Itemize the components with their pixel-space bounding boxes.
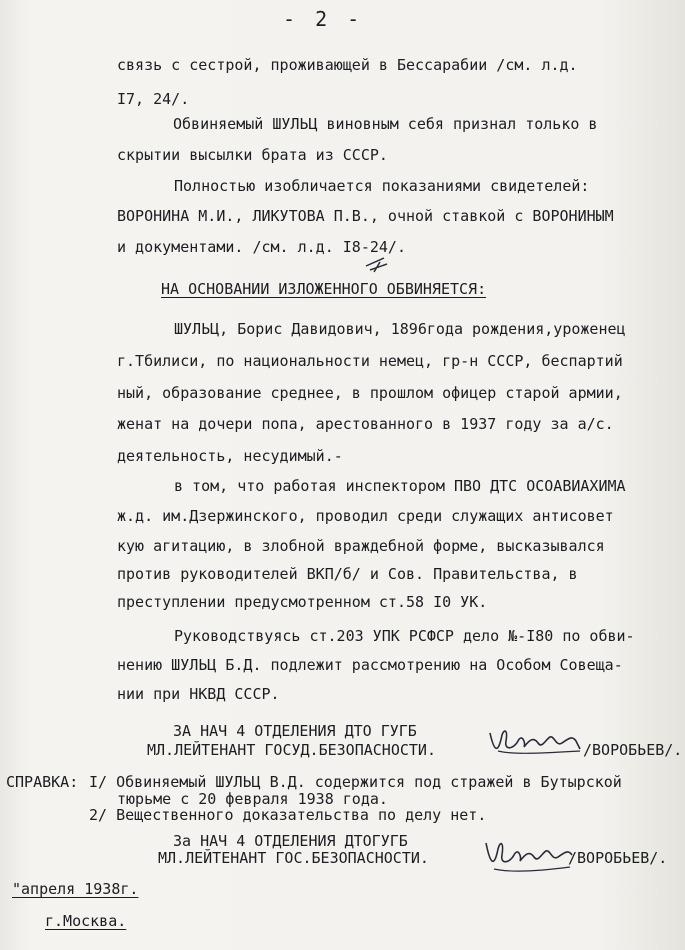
text-line: в том, что работая инспектором ПВО ДТС ОСОАВИАХИМА: [174, 477, 626, 495]
text-line: ный, образование среднее, в прошлом офицер старой армии,: [117, 384, 623, 402]
signature-title: ЗА НАЧ 4 ОТДЕЛЕНИЯ ДТО ГУГБ: [173, 722, 417, 740]
spravka-line: 2/ Вещественного доказательства по делу нет.: [89, 806, 487, 824]
text-line: ШУЛЬЦ, Борис Давидович, 1896года рождения,уроженец: [174, 320, 626, 338]
handwritten-signature: [478, 833, 578, 879]
document-place: г.Москва.: [45, 912, 127, 930]
text-line: женат на дочери попа, арестованного в 1937 году за а/с.: [117, 415, 614, 433]
text-line: и документами. /см. л.д. I8-24/.: [117, 238, 406, 256]
signature-name: /ВОРОБЬЕВ/.: [568, 849, 668, 867]
text-line: I7, 24/.: [117, 90, 190, 108]
text-line: кую агитацию, в злобной враждебной форме, высказывался: [117, 537, 605, 555]
signature-rank: МЛ.ЛЕЙТЕНАНТ ГОСУД.БЕЗОПАСНОСТИ.: [147, 741, 436, 759]
text-line: нии при НКВД СССР.: [117, 685, 280, 703]
text-line: ж.д. им.Дзержинского, проводил среди служащих антисовет: [117, 507, 614, 525]
text-line: Обвиняемый ШУЛЬЦ виновным себя признал только в: [173, 115, 598, 133]
text-line: преступлении предусмотренном ст.58 I0 УК.: [117, 593, 488, 611]
signature-title: За НАЧ 4 ОТДЕЛЕНИЯ ДТОГУГБ: [173, 832, 408, 850]
signature-rank: МЛ.ЛЕЙТЕНАНТ ГОС.БЕЗОПАСНОСТИ.: [158, 849, 429, 867]
text-line: скрытии высылки брата из СССР.: [117, 146, 388, 164]
text-line: деятельность, несудимый.-: [117, 447, 343, 465]
section-heading: НА ОСНОВАНИИ ИЗЛОЖЕННОГО ОБВИНЯЕТСЯ:: [161, 280, 487, 298]
page-number: - 2 -: [283, 7, 364, 31]
spravka-line: I/ Обвиняемый ШУЛЬЦ В.Д. содержится под стражей в Бутырской: [89, 773, 622, 791]
spravka-label: СПРАВКА:: [6, 773, 79, 791]
handwritten-signature: [484, 721, 588, 763]
document-date: "апреля 1938г.: [12, 880, 139, 898]
spravka-line: тюрьме с 20 февраля 1938 года.: [117, 790, 388, 808]
text-line: Полностью изобличается показаниями свидетелей:: [174, 177, 590, 195]
text-line: против руководителей ВКП/б/ и Сов. Правительства, в: [117, 565, 578, 583]
text-line: г.Тбилиси, по национальности немец, гр-н СССР, беспартий: [117, 352, 623, 370]
signature-name: /ВОРОБЬЕВ/.: [583, 741, 683, 759]
text-line: Руководствуясь ст.203 УПК РСФСР дело №-I80 по обви-: [174, 627, 635, 645]
text-line: нению ШУЛЬЦ Б.Д. подлежит рассмотрению на Особом Совеща-: [117, 656, 623, 674]
text-line: связь с сестрой, проживающей в Бессарабии /см. л.д.: [117, 56, 578, 74]
pen-mark: [362, 252, 392, 276]
text-line: ВОРОНИНА М.И., ЛИКУТОВА П.В., очной ставкой с ВОРОНИНЫМ: [117, 207, 614, 225]
